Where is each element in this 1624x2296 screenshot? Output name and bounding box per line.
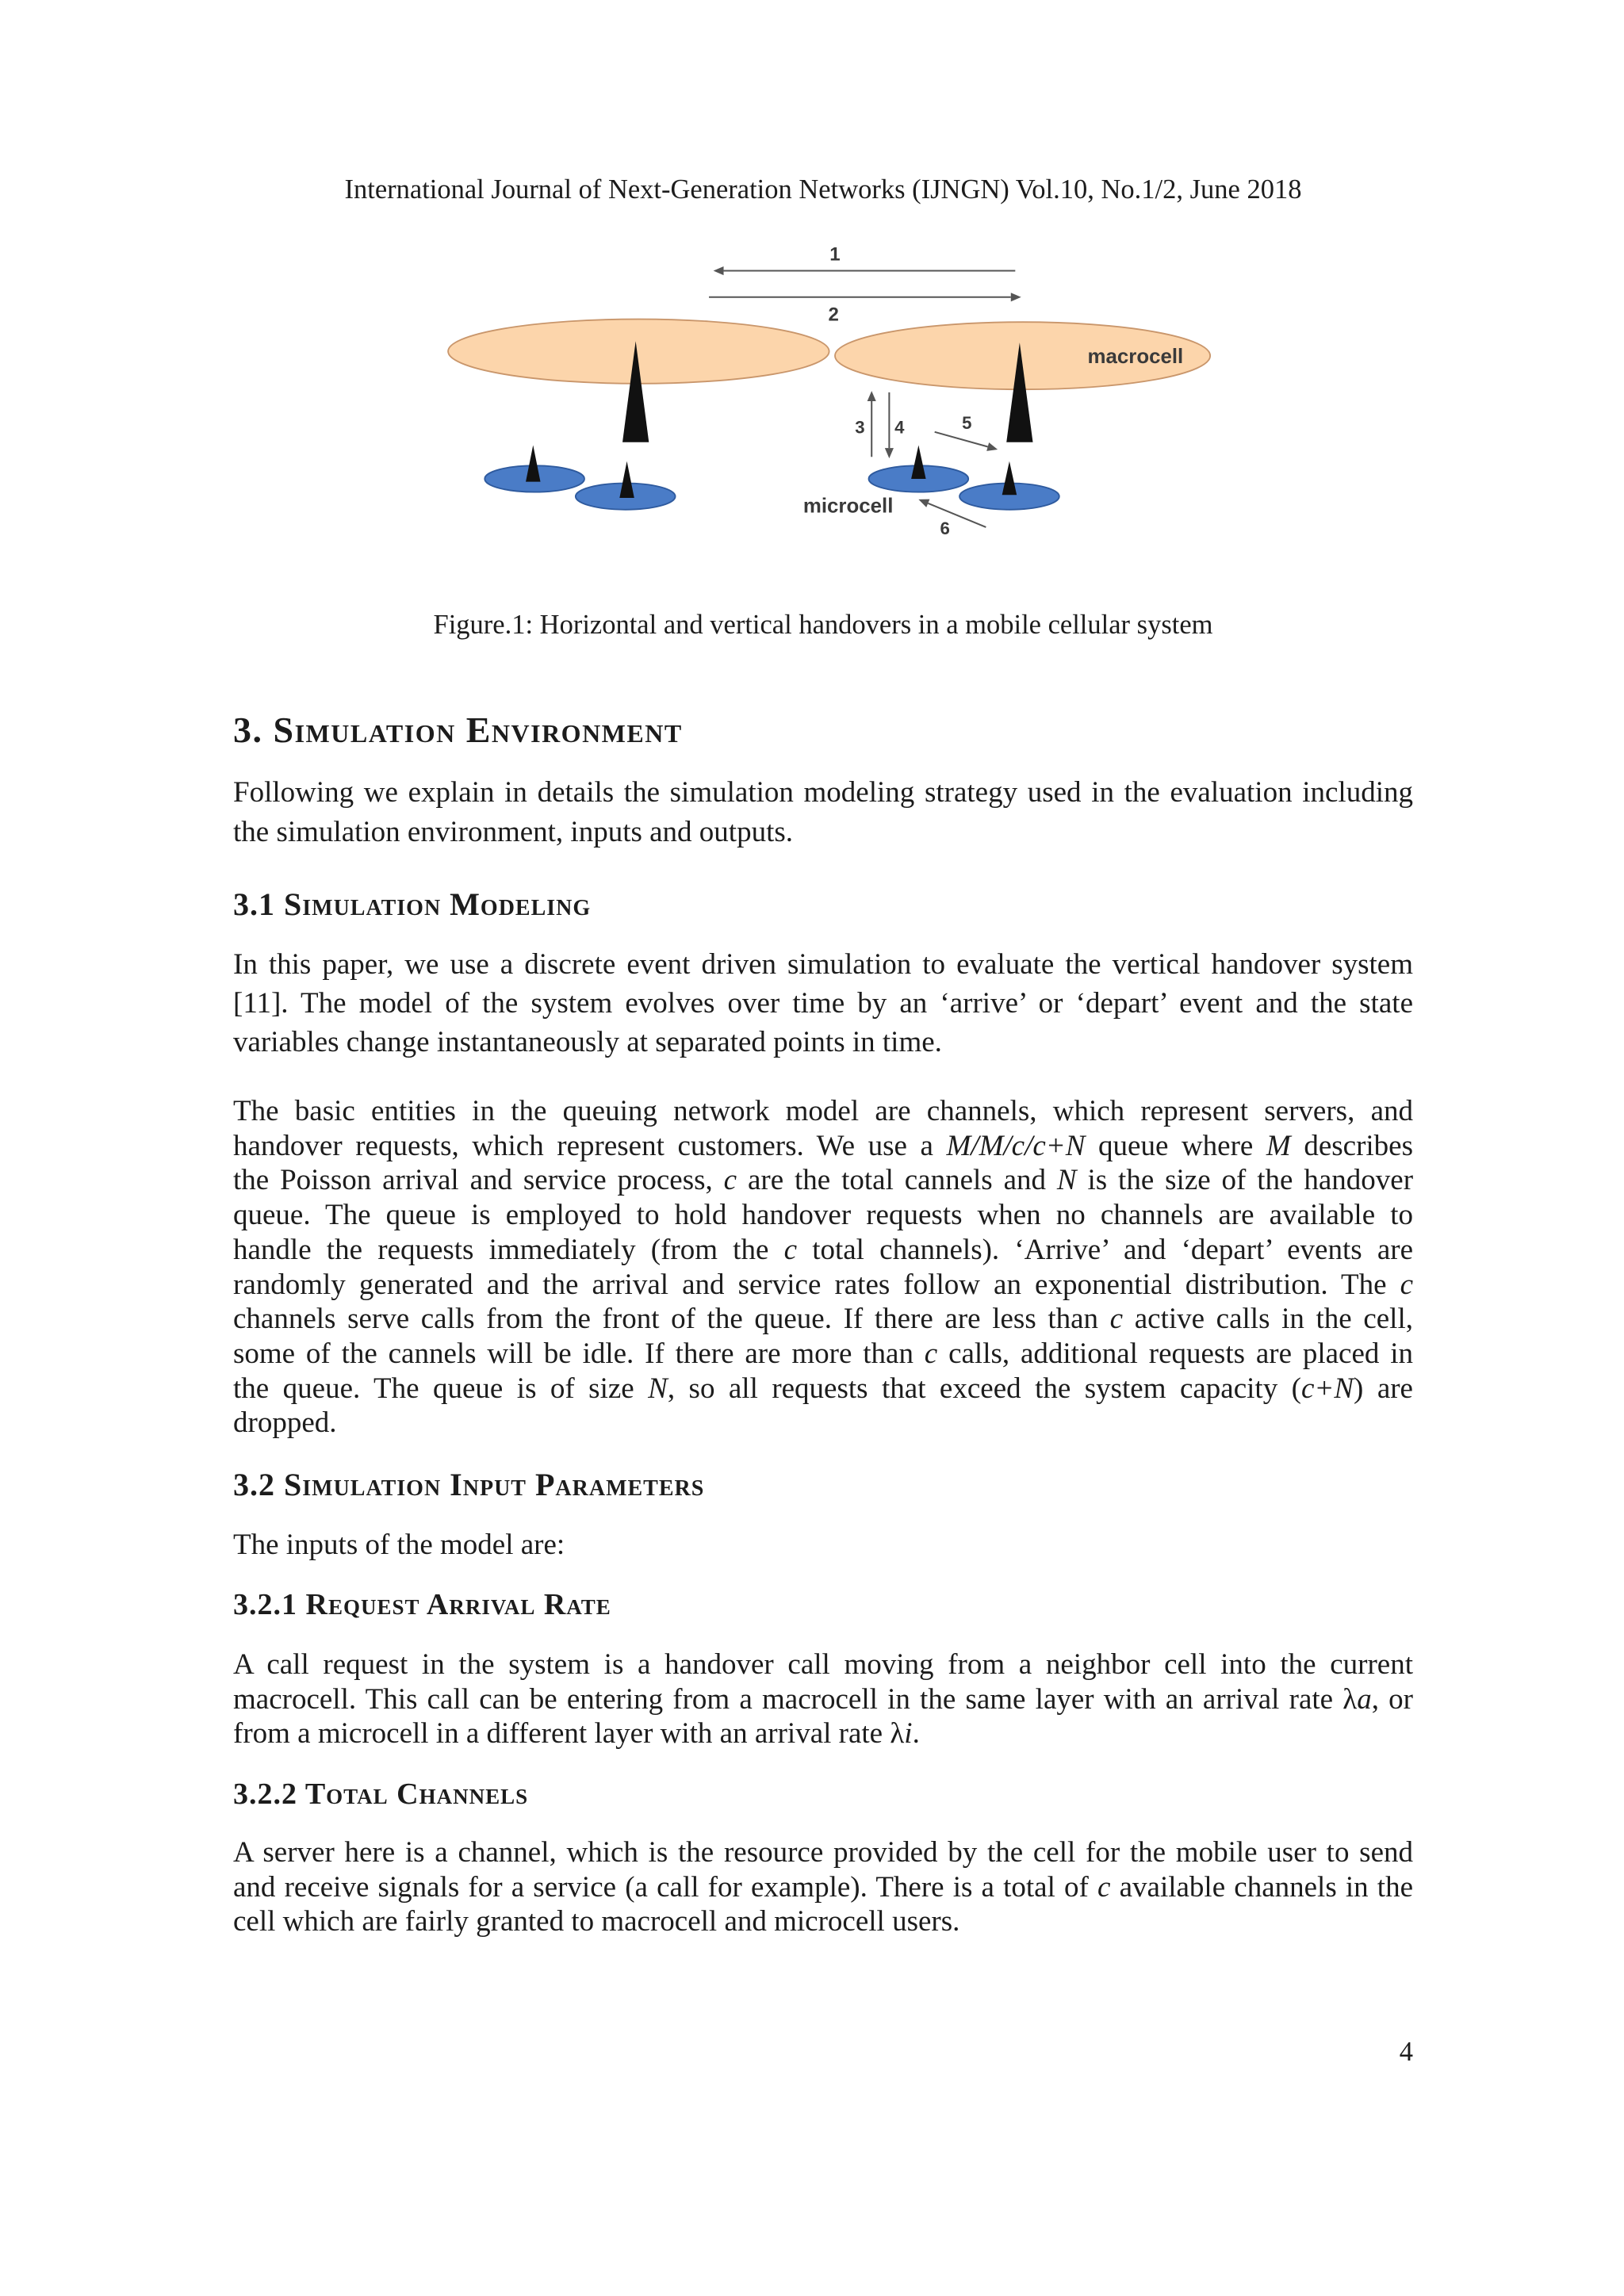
micro-tower-2-icon <box>619 461 634 498</box>
text-line: The inputs of the model are: <box>233 1529 565 1561</box>
italic-math-run: a <box>1357 1682 1372 1716</box>
text-run: is the size of the handover <box>1076 1164 1414 1197</box>
text-run: queue where <box>1085 1129 1266 1162</box>
text-run: describes <box>1290 1129 1413 1162</box>
text-line: The basic entities in the queuing network model are channels, which represent servers, and <box>233 1095 1413 1127</box>
text-line <box>233 1302 1413 1337</box>
paragraph-simulation-modeling <box>233 945 1413 1062</box>
text-line <box>233 1372 1413 1406</box>
paragraph-queue-model <box>233 1094 1413 1441</box>
text-run: available channels in the <box>1110 1870 1413 1904</box>
text-line: variables change instantaneously at separated points in time. <box>233 1026 942 1058</box>
arrow-2-label: 2 <box>828 304 839 326</box>
handover-figure <box>439 227 1231 557</box>
text-line <box>233 1870 1413 1905</box>
page-number: 4 <box>1399 2037 1413 2067</box>
arrow-6-head <box>918 499 929 507</box>
italic-math-run: c <box>783 1233 798 1266</box>
text-line <box>233 1682 1413 1717</box>
italic-math-run: c <box>723 1164 737 1197</box>
arrow-4-head <box>885 448 894 458</box>
text-run: the Poisson arrival and service process, <box>233 1164 724 1197</box>
arrow-4-label: 4 <box>894 417 905 438</box>
text-run: handover requests, which represent customers. We use a <box>233 1129 947 1162</box>
subsubsection-heading-3-2-1: 3.2.1 Request Arrival Rate <box>233 1588 611 1621</box>
arrow-3-label: 3 <box>855 417 865 438</box>
arrow-5-line <box>935 432 988 447</box>
italic-math-run: c <box>1097 1870 1111 1904</box>
paragraph-arrival-rate <box>233 1647 1413 1751</box>
micro-tower-3-icon <box>911 445 925 479</box>
text-line <box>233 1129 1413 1164</box>
running-header: International Journal of Next-Generation Networks (IJNGN) Vol.10, No.1/2, June 2018 <box>344 174 1302 205</box>
text-run: active calls in the cell, <box>1123 1303 1413 1336</box>
subsection-heading-3-2: 3.2 Simulation Input Parameters <box>233 1467 705 1502</box>
arrow-6-label: 6 <box>940 519 950 539</box>
text-run: ) are <box>1354 1372 1413 1405</box>
arrow-5-label: 5 <box>962 413 972 434</box>
text-run: handle the requests immediately (from the <box>233 1233 784 1266</box>
text-run: , so all requests that exceed the system capacity ( <box>667 1372 1301 1405</box>
text-run: macrocell. This call can be entering from a macrocell in the same layer with an arrival rate λ <box>233 1682 1358 1716</box>
arrow-2-head <box>1011 293 1021 301</box>
text-run: from a microcell in a different layer with an arrival rate λ <box>233 1717 905 1750</box>
subsubsection-heading-3-2-2: 3.2.2 Total Channels <box>233 1777 529 1811</box>
text-run: and receive signals for a service (a call for example). There is a total of <box>233 1870 1098 1904</box>
text-run: , or <box>1371 1682 1414 1716</box>
microcell-label: microcell <box>802 495 894 518</box>
italic-math-run: c+N <box>1300 1372 1354 1405</box>
text-run: some of the cannels will be idle. If there are more than <box>233 1337 925 1370</box>
text-line: In this paper, we use a discrete event driven simulation to evaluate the vertical handover system <box>233 948 1413 981</box>
figure-caption: Figure.1: Horizontal and vertical handovers in a mobile cellular system <box>433 610 1213 640</box>
text-line <box>233 1337 1413 1372</box>
text-run: the queue. The queue is of size <box>233 1372 649 1405</box>
italic-math-run: M/M/c/c+N <box>946 1129 1086 1162</box>
italic-math-run: c <box>1400 1268 1413 1301</box>
micro-tower-1-icon <box>526 445 540 481</box>
italic-math-run: c <box>924 1337 938 1370</box>
italic-math-run: M <box>1266 1129 1291 1162</box>
paragraph-total-channels <box>233 1835 1413 1939</box>
text-run: total channels). ‘Arrive’ and ‘depart’ events are <box>797 1233 1413 1266</box>
text-line: the simulation environment, inputs and outputs. <box>233 816 794 848</box>
arrow-5-head <box>986 442 998 451</box>
text-line: [11]. The model of the system evolves over time by an ‘arrive’ or ‘depart’ event and the state <box>233 987 1413 1020</box>
text-run: randomly generated and the arrival and service rates follow an exponential distribution. The <box>233 1268 1400 1301</box>
paragraph-section-intro <box>233 773 1413 852</box>
text-line <box>233 1716 1413 1751</box>
arrow-1-head <box>714 266 724 275</box>
text-line: Following we explain in details the simulation modeling strategy used in the evaluation including <box>233 776 1413 809</box>
macrocell-label: macrocell <box>1087 345 1184 368</box>
italic-math-run: N <box>1056 1164 1077 1197</box>
arrow-3-head <box>868 391 876 401</box>
arrow-1-label: 1 <box>829 243 841 266</box>
text-run: calls, additional requests are placed in <box>937 1337 1413 1370</box>
text-line: cell which are fairly granted to macrocell and microcell users. <box>233 1905 960 1938</box>
micro-tower-4-icon <box>1002 461 1017 496</box>
italic-math-run: N <box>648 1372 668 1405</box>
text-line: dropped. <box>233 1406 337 1440</box>
text-line: A call request in the system is a handover call moving from a neighbor cell into the current <box>233 1648 1413 1681</box>
text-line <box>233 1268 1413 1303</box>
text-line <box>233 1163 1413 1198</box>
section-heading: 3. Simulation Environment <box>233 710 683 750</box>
paragraph-inputs-intro <box>233 1528 1413 1563</box>
italic-math-run: i <box>904 1717 913 1750</box>
text-line: queue. The queue is employed to hold handover requests when no channels are available to <box>233 1199 1413 1232</box>
italic-math-run: c <box>1109 1303 1124 1336</box>
text-run: are the total cannels and <box>737 1164 1057 1197</box>
text-line: A server here is a channel, which is the resource provided by the cell for the mobile user to send <box>233 1836 1413 1869</box>
text-run: . <box>912 1717 920 1750</box>
text-line <box>233 1233 1413 1268</box>
subsection-heading-3-1: 3.1 Simulation Modeling <box>233 886 592 922</box>
text-run: channels serve calls from the front of the queue. If there are less than <box>233 1303 1110 1336</box>
